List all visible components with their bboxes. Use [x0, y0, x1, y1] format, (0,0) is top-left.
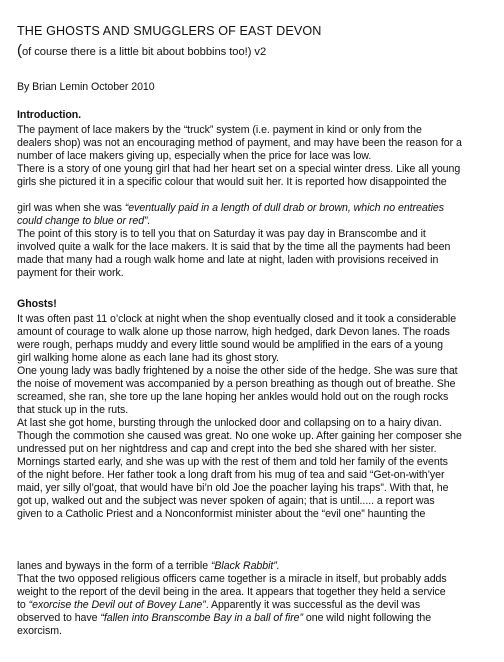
body-text: one wild night following the [303, 612, 432, 624]
body-line: weight to the report of the devil being in the area. It appears that together they held a service [17, 586, 446, 598]
byline: By Brian Lemin October 2010 [17, 81, 155, 93]
body-line: girls she pictured it in a specific colour that would suit her. It is reported how disappointed the [17, 176, 447, 188]
body-text: . Apparently it was successful as the devil was [205, 599, 421, 611]
body-text: observed to have [17, 612, 101, 624]
body-line: One young lady was badly frightened by a noise the other side of the hedge. She was sure that [17, 365, 458, 377]
subtitle-text: of course there is a little bit about bobbins too!) v2 [21, 46, 267, 58]
document-subtitle [17, 42, 267, 59]
section-heading-ghosts: Ghosts! [17, 298, 57, 310]
body-text: to [17, 599, 29, 611]
body-quote-line: could change to blue or red”. [17, 215, 151, 227]
body-line [17, 599, 420, 611]
body-line: Though the commotion she caused was great. No one woke up. After gaining her composer she [17, 430, 462, 442]
body-line: Mornings started early, and she was up with the rest of them and told her family of the events [17, 456, 448, 468]
body-line: There is a story of one young girl that had her heart set on a special winter dress. Like all young [17, 163, 461, 175]
body-line: exorcism. [17, 625, 62, 637]
body-line: payment for their work. [17, 267, 124, 279]
body-quote: “exorcise the Devil out of Bovey Lane” [28, 599, 206, 611]
body-text: lanes and byways in the form of a terrible [17, 560, 211, 572]
body-line: of the night before. Her father took a long draft from his mug of tea and said “Get-on-with’yer [17, 469, 445, 481]
body-line: the noise of movement was accompanied by a person breathing as though out of breathe. She [17, 378, 456, 390]
body-quote: “fallen into Branscombe Bay in a ball of fire” [100, 612, 303, 624]
section-heading-introduction: Introduction. [17, 109, 82, 121]
body-line: given to a Catholic Priest and a Nonconformist minister about the “evil one” haunting the [17, 508, 426, 520]
body-line [17, 612, 431, 624]
document-title: THE GHOSTS AND SMUGGLERS OF EAST DEVON [17, 24, 322, 38]
body-line [17, 560, 280, 572]
body-line: The payment of lace makers by the “truck” system (i.e. payment in kind or only from the [17, 124, 422, 136]
body-quote: “eventually paid in a length of dull drab or brown, which no entreaties [124, 202, 444, 214]
body-line: maid, yer silly ol’goat, that would have bi’n old Joe the poacher laying his traps”. With that, he [17, 482, 449, 494]
body-line: screamed, she ran, she tore up the lane hoping her ankles would hold out on the rough rocks [17, 391, 449, 403]
body-line: The point of this story is to tell you that on Saturday it was pay day in Branscombe and it [17, 228, 426, 240]
body-line: It was often past 11 o’clock at night when the shop eventually closed and it took a considerable [17, 313, 457, 325]
body-line: got up, walked out and the subject was never spoken of again; that is until..... a report was [17, 495, 435, 507]
body-text: girl was when she was [17, 202, 125, 214]
subtitle-open-paren: ( [17, 42, 22, 59]
body-line: undressed put on her nightdress and cap and crept into the bed she shared with her sister. [17, 443, 437, 455]
body-quote: “Black Rabbit”. [210, 560, 280, 572]
body-line: dealers shop) was not an encouraging method of payment, and may have been the reason for a [17, 137, 462, 149]
body-line: were rough, perhaps muddy and every little sound would be amplified in the ears of a young [17, 339, 443, 351]
body-line: That the two opposed religious officers came together is a miracle in itself, but probably adds [17, 573, 447, 585]
body-line: amount of courage to walk alone up those narrow, high hedged, dark Devon lanes. The roads [17, 326, 450, 338]
body-line: made that many had a rough walk home and late at night, laden with provisions received in [17, 254, 439, 266]
body-line: number of lace makers giving up, especially when the price for lace was low. [17, 150, 372, 162]
body-line: At last she got home, bursting through the unlocked door and collapsing on to a hairy divan. [17, 417, 442, 429]
body-line: involved quite a walk for the lace makers. It is said that by the time all the payments had been [17, 241, 451, 253]
body-line: that stuck up in the ruts. [17, 404, 129, 416]
body-line [17, 202, 444, 214]
body-line: girl walking home alone as each lane had its ghost story. [17, 352, 279, 364]
